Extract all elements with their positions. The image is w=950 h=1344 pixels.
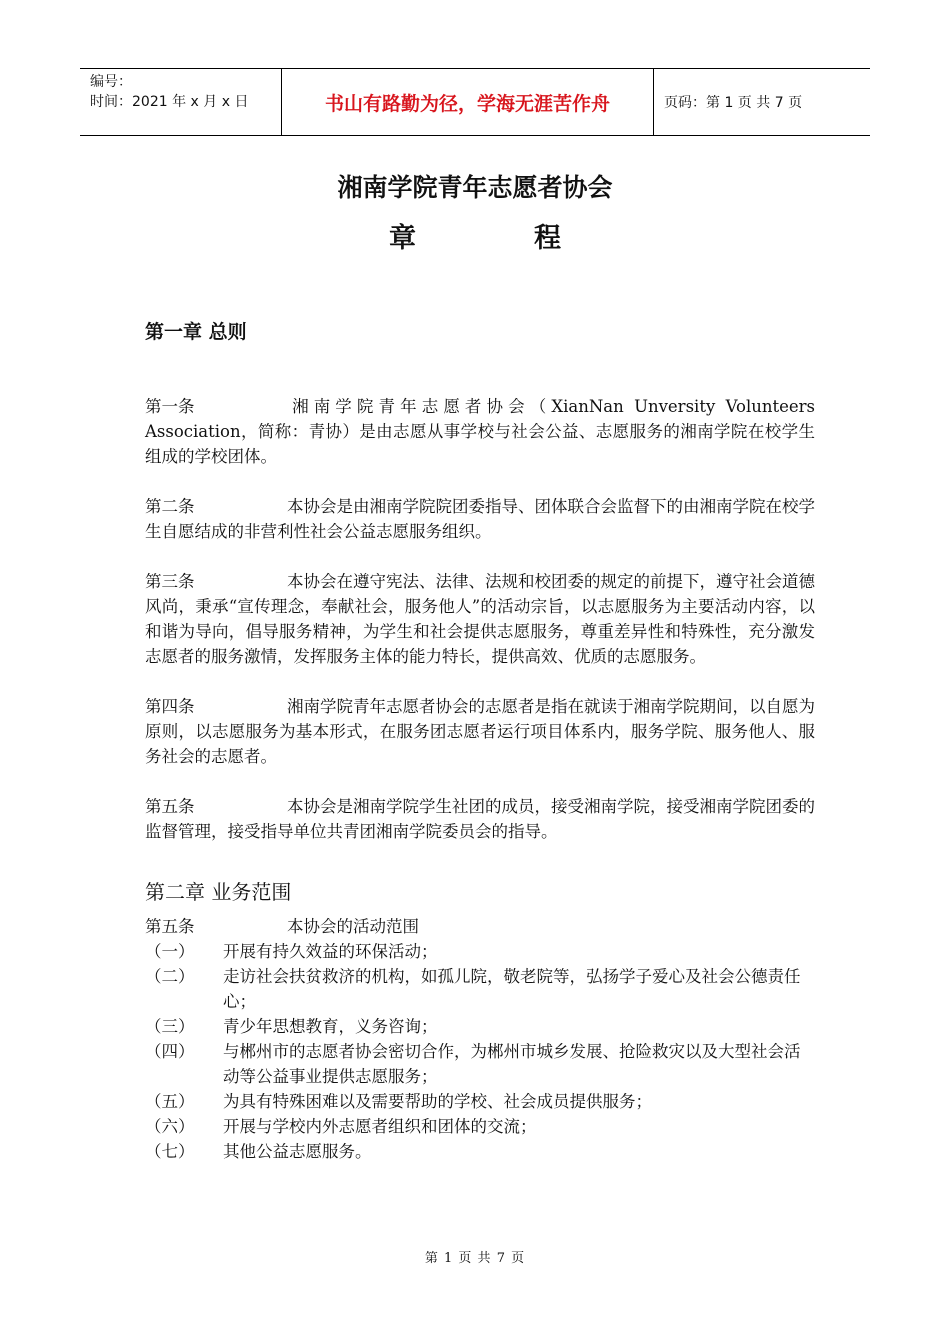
- article-5: [145, 794, 815, 844]
- list-item-text: 开展与学校内外志愿者组织和团体的交流；: [223, 1117, 537, 1136]
- list-item-number: （四）: [145, 1042, 195, 1061]
- document-title: 湘南学院青年志愿者协会: [337, 173, 613, 202]
- list-item-text: 走访社会扶贫救济的机构，如孤儿院，敬老院等，弘扬学子爱心及社会公德责任心；: [223, 967, 801, 1011]
- list-item: [145, 939, 815, 964]
- page-header: [80, 68, 870, 136]
- chapter-2-article: [145, 914, 815, 939]
- subtitle-char-1: 章: [389, 223, 416, 254]
- page-footer: 第 1 页 共 7 页: [424, 1251, 526, 1266]
- article-text: 本协会在遵守宪法、法律、法规和校团委的规定的前提下，遵守社会道德风尚，秉承“宣传理念，奉献社会，服务他人”的活动宗旨，以志愿服务为主要活动内容，以和谐为导向，倡导服务精神，为学生和社会提供志愿服务，尊重差异性和特殊性，充分激发志愿者的服务激情，发挥服务主体的能力特长，提供高效、优质的志愿服务。: [145, 572, 815, 666]
- header-motto: 书山有路勤为径，学海无涯苦作舟: [282, 69, 654, 135]
- list-item-number: （一）: [145, 942, 195, 961]
- list-item-number: （三）: [145, 1017, 195, 1036]
- document-subtitle: [0, 216, 950, 255]
- article-2: [145, 494, 815, 544]
- article-4: [145, 694, 815, 769]
- article-number: 第五条: [145, 797, 195, 816]
- article-number: 第四条: [145, 697, 195, 716]
- header-meta: [80, 69, 282, 135]
- article-number: 第三条: [145, 572, 195, 591]
- list-item-text: 青少年思想教育，义务咨询；: [223, 1017, 438, 1036]
- header-number: 编号：: [90, 74, 132, 90]
- article-text: 本协会的活动范围: [287, 917, 419, 936]
- list-item: [145, 1039, 815, 1089]
- chapter-1-heading: 第一章 总则: [145, 321, 247, 343]
- article-text: 湘南学院青年志愿者协会（XianNan Unversity Volunteers Association，简称：青协）是由志愿从事学校与社会公益、志愿服务的湘南学院在校学生组成的学校团体。: [145, 397, 815, 466]
- list-item-text: 开展有持久效益的环保活动；: [223, 942, 438, 961]
- article-number: 第五条: [145, 917, 195, 936]
- list-item: [145, 964, 815, 1014]
- header-page: 页码：第 1 页 共 7 页: [664, 95, 803, 111]
- list-item-number: （五）: [145, 1092, 195, 1111]
- article-number: 第一条: [145, 397, 195, 416]
- list-item-number: （二）: [145, 967, 195, 986]
- list-item-text: 其他公益志愿服务。: [223, 1142, 372, 1161]
- list-item: [145, 1114, 815, 1139]
- article-text: 本协会是湘南学院学生社团的成员，接受湘南学院，接受湘南学院团委的监督管理，接受指导单位共青团湘南学院委员会的指导。: [145, 797, 815, 841]
- activity-list: [145, 939, 815, 1164]
- list-item-number: （六）: [145, 1117, 195, 1136]
- list-item-number: （七）: [145, 1142, 195, 1161]
- list-item-text: 为具有特殊困难以及需要帮助的学校、社会成员提供服务；: [223, 1092, 652, 1111]
- list-item: [145, 1014, 815, 1039]
- subtitle-char-2: 程: [534, 223, 561, 254]
- article-text: 本协会是由湘南学院院团委指导、团体联合会监督下的由湘南学院在校学生自愿结成的非营利性社会公益志愿服务组织。: [145, 497, 815, 541]
- article-number: 第二条: [145, 497, 195, 516]
- article-text: 湘南学院青年志愿者协会的志愿者是指在就读于湘南学院期间，以自愿为原则，以志愿服务为基本形式，在服务团志愿者运行项目体系内，服务学院、服务他人、服务社会的志愿者。: [145, 697, 815, 766]
- list-item: [145, 1089, 815, 1114]
- article-1: [145, 394, 815, 469]
- chapter-2-heading: 第二章 业务范围: [145, 880, 292, 904]
- header-time: 时间：2021 年 x 月 x 日: [90, 94, 249, 110]
- article-3: [145, 569, 815, 669]
- list-item-text: 与郴州市的志愿者协会密切合作，为郴州市城乡发展、抢险救灾以及大型社会活动等公益事业提供志愿服务；: [223, 1042, 801, 1086]
- document-body: [145, 316, 815, 1164]
- list-item: [145, 1139, 815, 1164]
